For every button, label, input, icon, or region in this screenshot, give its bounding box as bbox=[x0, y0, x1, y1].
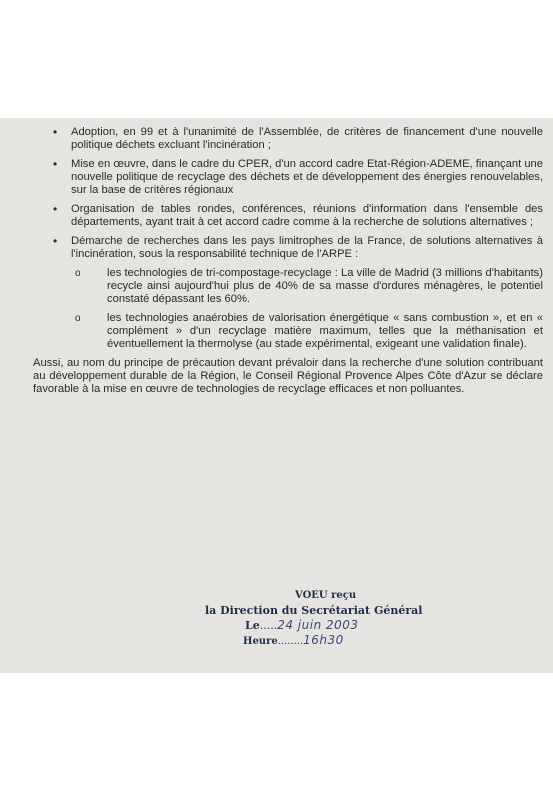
stamp-time-value: 16h30 bbox=[303, 633, 344, 647]
bullet-item: • Adoption, en 99 et à l'unanimité de l'Assemblée, de critères de financement d'une nouvelle politique déchets excluant l'incinération ; bbox=[33, 126, 543, 152]
stamp-title: VOEU reçu bbox=[295, 590, 357, 601]
reception-stamp bbox=[205, 588, 425, 649]
bullet-item bbox=[33, 235, 543, 351]
sub-item: o les technologies anaérobies de valorisation énergétique « sans combustion », et en « complément » d'un recyclage matière maximum, telles que la méthanisation et éventuellement la thermolyse (au stade expérimental, exigeant une validation finale). bbox=[71, 312, 543, 351]
stamp-date-row: Le.....24 juin 2003 bbox=[245, 618, 359, 632]
stamp-time-row: Heure........16h30 bbox=[243, 633, 344, 647]
bullet-item: • Organisation de tables rondes, conférences, réunions d'information dans l'ensemble des départements, ayant trait à cet accord cadre comme à la recherche de solutions alternatives ; bbox=[33, 203, 543, 229]
conclusion-paragraph: Aussi, au nom du principe de précaution devant prévaloir dans la recherche d'une solution contribuant au développement durable de la Région, le Conseil Régional Provence Alpes Côte d'Azur se déclare favorable à la mise en œuvre de technologies de recyclage efficaces et non polluantes. bbox=[33, 357, 543, 395]
document-body bbox=[33, 126, 543, 407]
stamp-date-label: Le bbox=[245, 619, 260, 632]
stamp-date-value: 24 juin 2003 bbox=[277, 618, 359, 632]
bullet-list bbox=[33, 126, 543, 351]
bullet-item-text: Démarche de recherches dans les pays limitrophes de la France, de solutions alternatives à l'incinération, sous la responsabilité technique de l'ARPE : bbox=[71, 235, 543, 260]
stamp-time-label: Heure bbox=[243, 636, 278, 647]
document-page bbox=[0, 118, 553, 673]
sub-list bbox=[71, 267, 543, 351]
sub-item: o les technologies de tri-compostage-recyclage : La ville de Madrid (3 millions d'habitants) recycle ainsi aujourd'hui plus de 40% de sa masse d'ordures ménagères, le potentiel constaté dépassant les 60%. bbox=[71, 267, 543, 306]
bullet-item: • Mise en œuvre, dans le cadre du CPER, d'un accord cadre Etat-Région-ADEME, finançant une nouvelle politique de recyclage des déchets et de développement des énergies renouvelables, sur la base de critères régionaux bbox=[33, 158, 543, 197]
stamp-department: la Direction du Secrétariat Général bbox=[205, 604, 423, 617]
